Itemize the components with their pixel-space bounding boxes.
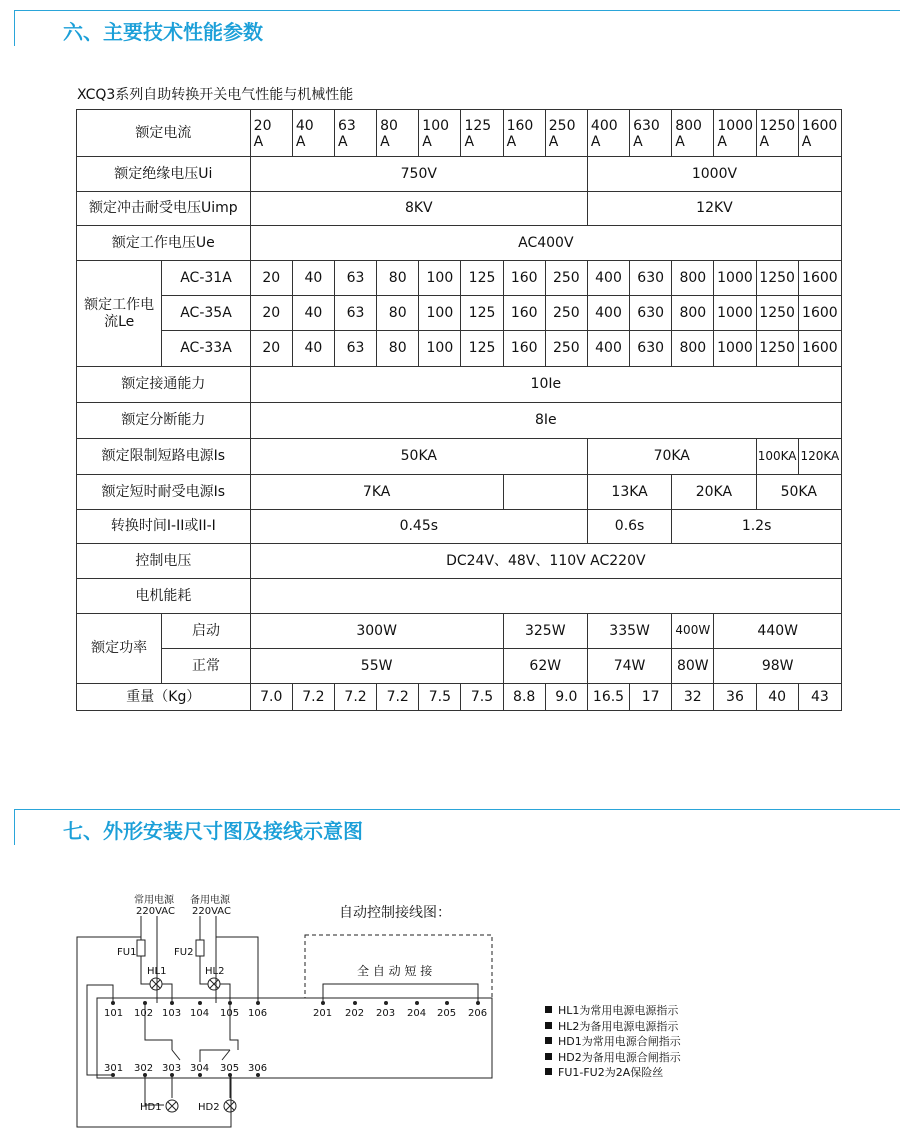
- terminal-304: 304: [190, 1063, 210, 1074]
- terminal-301: 301: [104, 1063, 124, 1074]
- control-voltage-value: DC24V、48V、110V AC220V: [250, 544, 841, 579]
- working-voltage-value: AC400V: [250, 226, 841, 261]
- legend-text: FU1-FU2为2A保险丝: [558, 1066, 664, 1079]
- terminal-105: 105: [220, 1008, 240, 1019]
- legend-item: [545, 1003, 681, 1019]
- working-current-value: 1600: [798, 261, 841, 296]
- category-ac35a: AC-35A: [162, 296, 250, 331]
- backup-source-label: 备用电源: [190, 895, 230, 906]
- rated-current-value: 250 A: [545, 110, 587, 157]
- rated-current-value: 40 A: [292, 110, 334, 157]
- terminal-305: 305: [220, 1063, 240, 1074]
- legend-text: HD1为常用电源合闸指示: [558, 1035, 681, 1048]
- working-current-value: 160: [503, 261, 545, 296]
- weight-value: 36: [714, 684, 756, 711]
- rated-current-value: 400 A: [587, 110, 629, 157]
- terminal-101: 101: [104, 1008, 124, 1019]
- weight-value: 17: [630, 684, 672, 711]
- terminal-201: 201: [313, 1008, 333, 1019]
- working-current-value: 20: [250, 331, 292, 367]
- working-current-value: 800: [672, 296, 714, 331]
- power-start-v2: 325W: [503, 614, 587, 649]
- transfer-time-v1: 0.45s: [250, 510, 587, 544]
- working-current-value: 100: [419, 261, 461, 296]
- backup-source-voltage: 220VAC: [192, 906, 231, 917]
- rated-current-value: 80 A: [377, 110, 419, 157]
- rated-current-value: 1600 A: [798, 110, 841, 157]
- terminal-104: 104: [190, 1008, 210, 1019]
- power-normal-v2: 62W: [503, 649, 587, 684]
- working-current-value: 400: [587, 331, 629, 367]
- working-current-value: 80: [377, 331, 419, 367]
- table-caption: XCQ3系列自助转换开关电气性能与机械性能: [77, 87, 354, 103]
- weight-value: 43: [798, 684, 841, 711]
- working-current-value: 630: [630, 261, 672, 296]
- rated-current-value: 100 A: [419, 110, 461, 157]
- fu1-label: FU1: [117, 947, 137, 958]
- making-capacity-value: 10Ie: [250, 367, 841, 403]
- legend: [545, 1003, 681, 1081]
- hl1-wire-b: [162, 984, 172, 1003]
- terminal-205: 205: [437, 1008, 457, 1019]
- insulation-voltage-low: 750V: [250, 157, 587, 192]
- working-current-value: 1600: [798, 296, 841, 331]
- terminal-106-dot: [256, 1001, 260, 1005]
- working-current-value: 250: [545, 331, 587, 367]
- terminal-306: 306: [248, 1063, 268, 1074]
- working-current-value: 800: [672, 261, 714, 296]
- rated-current-label: 额定电流: [77, 110, 251, 157]
- power-normal-v1: 55W: [250, 649, 503, 684]
- rated-current-value: 1250 A: [756, 110, 798, 157]
- working-current-value: 250: [545, 296, 587, 331]
- terminal-103: 103: [162, 1008, 182, 1019]
- legend-item: [545, 1019, 681, 1035]
- square-bullet-icon: [545, 1006, 552, 1013]
- impulse-voltage-low: 8KV: [250, 192, 587, 226]
- short-time-withstand-v5: 50KA: [756, 475, 841, 510]
- terminal-206-dot: [476, 1001, 480, 1005]
- working-current-value: 250: [545, 261, 587, 296]
- terminal-202-dot: [353, 1001, 357, 1005]
- working-current-value: 1250: [756, 296, 798, 331]
- rated-current-value: 800 A: [672, 110, 714, 157]
- working-current-value: 1250: [756, 331, 798, 367]
- terminal-203-dot: [384, 1001, 388, 1005]
- working-current-value: 400: [587, 261, 629, 296]
- terminal-201-dot: [321, 1001, 325, 1005]
- working-current-value: 160: [503, 331, 545, 367]
- legend-item: [545, 1050, 681, 1066]
- short-time-withstand-v4: 20KA: [672, 475, 756, 510]
- working-current-value: 100: [419, 296, 461, 331]
- impulse-voltage-high: 12KV: [587, 192, 841, 226]
- working-current-value: 800: [672, 331, 714, 367]
- weight-value: 16.5: [587, 684, 629, 711]
- category-ac31a: AC-31A: [162, 261, 250, 296]
- working-current-value: 400: [587, 296, 629, 331]
- working-current-value: 1000: [714, 296, 756, 331]
- square-bullet-icon: [545, 1022, 552, 1029]
- lamp-hl1-cross: [152, 980, 160, 988]
- weight-value: 7.2: [292, 684, 334, 711]
- terminal-202: 202: [345, 1008, 365, 1019]
- power-normal-v3: 74W: [587, 649, 671, 684]
- working-current-value: 630: [630, 331, 672, 367]
- normal-source-voltage: 220VAC: [136, 906, 175, 917]
- short-circuit-limit-v2: 70KA: [587, 439, 756, 475]
- short-circuit-limit-label: 额定限制短路电源Is: [77, 439, 251, 475]
- weight-value: 7.0: [250, 684, 292, 711]
- short-time-withstand-v3: 13KA: [587, 475, 671, 510]
- switch-body: [97, 998, 492, 1078]
- working-current-value: 80: [377, 296, 419, 331]
- terminal-103-dot: [170, 1001, 174, 1005]
- terminal-302: 302: [134, 1063, 154, 1074]
- short-circuit-limit-v4: 120KA: [798, 439, 841, 475]
- rated-power-label: 额定功率: [77, 614, 162, 684]
- rated-current-value: 160 A: [503, 110, 545, 157]
- transfer-time-label: 转换时间I-II或II-I: [77, 510, 251, 544]
- power-start-v4: 400W: [672, 614, 714, 649]
- fu2-label: FU2: [174, 947, 194, 958]
- weight-value: 9.0: [545, 684, 587, 711]
- rated-current-value: 63 A: [334, 110, 376, 157]
- working-current-value: 125: [461, 331, 503, 367]
- lamp-hd1-cross: [168, 1102, 176, 1110]
- working-voltage-label: 额定工作电压Ue: [77, 226, 251, 261]
- working-current-value: 160: [503, 296, 545, 331]
- power-normal-label: 正常: [162, 649, 250, 684]
- section-6-title: 六、主要技术性能参数: [63, 20, 263, 44]
- working-current-value: 630: [630, 296, 672, 331]
- control-voltage-label: 控制电压: [77, 544, 251, 579]
- working-current-value: 80: [377, 261, 419, 296]
- power-start-v1: 300W: [250, 614, 503, 649]
- rated-current-value: 125 A: [461, 110, 503, 157]
- hl2-wire-b: [220, 984, 230, 1003]
- motor-consumption-label: 电机能耗: [77, 579, 251, 614]
- auto-short-link: [323, 984, 478, 1003]
- contact-2: [222, 1050, 230, 1060]
- terminal-106: 106: [248, 1008, 268, 1019]
- making-capacity-label: 额定接通能力: [77, 367, 251, 403]
- short-circuit-limit-v3: 100KA: [756, 439, 798, 475]
- insulation-voltage-high: 1000V: [587, 157, 841, 192]
- weight-value: 7.2: [377, 684, 419, 711]
- working-current-value: 63: [334, 261, 376, 296]
- section-7-title: 七、外形安装尺寸图及接线示意图: [63, 819, 363, 843]
- terminal-101-dot: [111, 1001, 115, 1005]
- working-current-value: 63: [334, 331, 376, 367]
- legend-item: [545, 1034, 681, 1050]
- working-current-value: 1000: [714, 331, 756, 367]
- weight-value: 7.5: [419, 684, 461, 711]
- power-start-v3: 335W: [587, 614, 671, 649]
- weight-value: 40: [756, 684, 798, 711]
- hd1-wire: [145, 1075, 164, 1105]
- terminal-203: 203: [376, 1008, 396, 1019]
- working-current-value: 40: [292, 296, 334, 331]
- terminal-105-dot: [228, 1001, 232, 1005]
- auto-control-title: 自动控制接线图：: [339, 905, 451, 921]
- short-time-withstand-label: 额定短时耐受电源Is: [77, 475, 251, 510]
- short-time-withstand-v1: 7KA: [250, 475, 503, 510]
- square-bullet-icon: [545, 1037, 552, 1044]
- weight-value: 7.5: [461, 684, 503, 711]
- auto-short-label: 全 自 动 短 接: [357, 964, 433, 978]
- weight-label: 重量（Kg）: [77, 684, 251, 711]
- working-current-value: 63: [334, 296, 376, 331]
- square-bullet-icon: [545, 1053, 552, 1060]
- working-current-value: 40: [292, 331, 334, 367]
- working-current-value: 1250: [756, 261, 798, 296]
- contact-1: [172, 1050, 180, 1060]
- hl1-label: HL1: [147, 966, 167, 977]
- impulse-voltage-label: 额定冲击耐受电压Uimp: [77, 192, 251, 226]
- weight-value: 8.8: [503, 684, 545, 711]
- rated-current-value: 20 A: [250, 110, 292, 157]
- working-current-value: 100: [419, 331, 461, 367]
- power-start-v5: 440W: [714, 614, 842, 649]
- hd1-label: HD1: [140, 1102, 162, 1113]
- lamp-hl2-cross: [210, 980, 218, 988]
- hl2-label: HL2: [205, 966, 225, 977]
- working-current-value: 40: [292, 261, 334, 296]
- breaking-capacity-label: 额定分断能力: [77, 403, 251, 439]
- rated-current-value: 1000 A: [714, 110, 756, 157]
- working-current-value: 20: [250, 296, 292, 331]
- short-circuit-limit-v1: 50KA: [250, 439, 587, 475]
- working-current-value: 125: [461, 296, 503, 331]
- hd2-label: HD2: [198, 1102, 220, 1113]
- terminal-303: 303: [162, 1063, 182, 1074]
- terminal-205-dot: [445, 1001, 449, 1005]
- working-current-label: 额定工作电流Le: [77, 261, 162, 367]
- fuse-fu1: [137, 940, 145, 956]
- working-current-value: 1600: [798, 331, 841, 367]
- transfer-time-v3: 1.2s: [672, 510, 842, 544]
- terminal-104-dot: [198, 1001, 202, 1005]
- rated-current-value: 630 A: [630, 110, 672, 157]
- insulation-voltage-label: 额定绝缘电压Ui: [77, 157, 251, 192]
- terminal-204: 204: [407, 1008, 427, 1019]
- legend-text: HL2为备用电源电源指示: [558, 1019, 679, 1033]
- weight-value: 32: [672, 684, 714, 711]
- power-start-label: 启动: [162, 614, 250, 649]
- working-current-value: 125: [461, 261, 503, 296]
- terminal-102: 102: [134, 1008, 154, 1019]
- normal-source-label: 常用电源: [134, 895, 174, 906]
- breaking-capacity-value: 8Ie: [250, 403, 841, 439]
- lamp-hd2-cross: [226, 1102, 234, 1110]
- legend-item: [545, 1065, 681, 1081]
- legend-text: HD2为备用电源合闸指示: [558, 1050, 681, 1064]
- terminal-204-dot: [415, 1001, 419, 1005]
- transfer-time-v2: 0.6s: [587, 510, 671, 544]
- power-normal-v5: 98W: [714, 649, 842, 684]
- fuse-fu2: [196, 940, 204, 956]
- square-bullet-icon: [545, 1068, 552, 1075]
- category-ac33a: AC-33A: [162, 331, 250, 367]
- legend-text: HL1为常用电源电源指示: [558, 1004, 679, 1017]
- working-current-value: 1000: [714, 261, 756, 296]
- terminal-206: 206: [468, 1008, 488, 1019]
- weight-value: 7.2: [334, 684, 376, 711]
- working-current-value: 20: [250, 261, 292, 296]
- power-normal-v4: 80W: [672, 649, 714, 684]
- terminal-102-dot: [143, 1001, 147, 1005]
